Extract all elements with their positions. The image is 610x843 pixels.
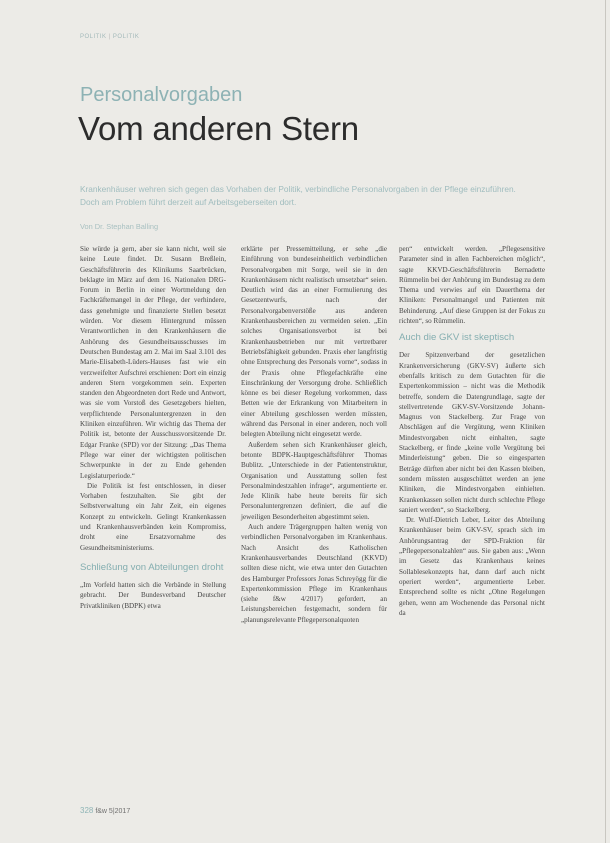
article-byline: Von Dr. Stephan Balling bbox=[80, 222, 159, 231]
rubric-separator: | bbox=[108, 34, 113, 40]
rubric-subsection: POLITIK bbox=[112, 34, 140, 40]
paragraph: Dr. Wulf-Dietrich Leber, Leiter des Abteilung Krankenhäuser beim GKV-SV, sprach sich im Anhörungsantrag der SPD-Fraktion für „Pflegepersonalzahlen“ aus. Sie gaben aus: „Wenn im Gesetz das Krankenhaus keines Sollablesekonzepts hat, dann darf auch nicht operiert werden“, argumentierte Leber. Entsprechend sollte es nicht „Ohne Regelungen gehen, wenn am Wochenende das Personal nicht da bbox=[399, 516, 545, 617]
text-column-2 bbox=[241, 244, 387, 625]
page-footer bbox=[80, 806, 130, 815]
paragraph: Sie würde ja gern, aber sie kann nicht, weil sie keine Leute findet. Dr. Susann Breßlein, Geschäftsführerin des Klinikums Saarbrücken, beklagte im März auf dem 16. Nationalen DRG-Forum in Berlin in einer Wortmeldung den Fachkräftemangel in der Pflege, der verhindere, dass genehmigte und finanzierte Stellen besetzt würden. Vor diesem Hintergrund müssen Verantwortlichen in den Krankenhäusern die Anhörung des Gesundheitsausschusses im Deutschen Bundestag am 2. Mai im Saal 3.101 des Marie-Elisabeth-Lüders-Hauses fast wie ein verzweifelter Aufschrei erschienen: Dort ein einzig anderen Stern vorgekommen sein. Experten standen den Abgeordneten dort Rede und Antwort, was sie vom Vorstoß des Gesetzgebers hielten, verpflichtende Personaluntergrenzen in den Kliniken einzuführen. Wir wichtig das Thema der Politik ist, betonte der Ausschussvorsitzende Dr. Edgar Franke (SPD) vor der Sitzung: „Das Thema Pflege war einer der wichtigsten politischen Schwerpunkte in der zu Ende gehenden Legislaturperiode.“ bbox=[80, 245, 226, 480]
paragraph: Der Spitzenverband der gesetzlichen Krankenversicherung (GKV-SV) äußerte sich ebenfalls kritisch zu dem Gutachten für die Expertenkommission – nicht was die Methodik betreffe, sondern die Datengrundlage, sagte der stellvertretende GKV-SV-Vorsitzende Johann-Magnus von Stackelberg. Zur Frage von Abschlägen auf die Vergütung, wenn Kliniken Mindestvorgaben nicht einhalten, sagte Stackelberg, er finde „keine volle Vergütung bei Minderleistung“ geben. Die so eingesparten Beträge dürften aber nicht bei den Kassen bleiben, sondern müssten ausgeschüttet werden an jene Kliniken, die Mindestvorgaben einhielten. Krankenkassen sollen nicht durch schlechte Pflege saniert werden“, so Stackelberg. bbox=[399, 351, 545, 514]
paragraph: Die Politik ist fest entschlossen, in dieser Vorhaben festzuhalten. Sie gibt der Selbstverwaltung ein Jahr Zeit, ein eigenes Konzept zu entwickeln. Gelingt Krankenkassen und Krankenhausverbänden kein Kompromiss, droht eine Ersatzvornahme des Gesundheitsministeriums. bbox=[80, 481, 226, 552]
paragraph: „Im Vorfeld hatten sich die Verbände in Stellung gebracht. Der Bundesverband Deutscher Privatkliniken (BDPK) etwa bbox=[80, 580, 226, 610]
journal-name: f&w 5|2017 bbox=[95, 808, 131, 815]
paragraph: erklärte per Pressemitteilung, er sehe „die Einführung von bundeseinheitlich verbindlichen Personalvorgaben mit Sorge, weil sie in den Krankenhäusern nicht realistisch umsetzbar“ seien. Deutlich wird das an einer Formulierung des Gesetzentwurfs, nach der Personalvorgabenverstöße aus anderen Krankenhausbereichen zu vermeiden seien. „Ein solches Organisationsverbot ist bei Krankenhausbetrieben nur mit vertretbarer Betriebsfähigkeit gebunden. Praxis eher langfristig ohne Entsprechung des Personals vorne“, sodass in der Praxis ohne Pflegefachkräfte eine Einschränkung der Versorgung drohe. Schließlich könne es bei dieser Regelung vorkommen, dass Betten wie der Erkrankung von Mitarbeitern in einer Abteilung geschlossen werden müssten, während das Personal in einer anderen, noch voll belegten Abteilung nicht eingesetzt werde. bbox=[241, 245, 387, 439]
subheading: Schließung von Abteilungen droht bbox=[80, 561, 224, 573]
article-kicker: Personalvorgaben bbox=[80, 84, 243, 106]
subheading: Auch die GKV ist skeptisch bbox=[399, 332, 515, 344]
page-number: 328 bbox=[80, 806, 94, 815]
paragraph: Auch andere Trägergruppen halten wenig von verbindlichen Personalvorgaben im Krankenhaus. Nach Ansicht des Katholischen Krankenhausverbandes Deutschland (KKVD) sollten diese nicht, wie etwa unter den Gutachten des Hamburger Professors Jonas Schreyögg für die Expertenkommission Pflege im Krankenhaus (siehe f&w 4/2017) gefordert, an Leistungsbereichen festgemacht, sondern für „planungsrelevante Pflegepersonalquoten bbox=[241, 523, 387, 624]
section-rubric bbox=[80, 34, 139, 40]
paragraph: pen“ entwickelt werden. „Pflegesensitive Parameter sind in allen Fachbereichen möglich“, sagte KKVD-Geschäftsführerin Bernadette Rümmelin bei der Anhörung im Bundestag zu dem Thema und verwies auf ein Dauerthema der Kliniken: Personalmangel und Patienten mit Behinderung. „Auf diese Gruppen ist der Fokus zu richten“, so Rümmelin. bbox=[399, 245, 545, 326]
paragraph: Außerdem sehen sich Krankenhäuser gleich, betonte BDPK-Hauptgeschäftsführer Thomas Bublitz. „Unterschiede in der Patientenstruktur, Organisation und Ausstattung sollen fest Personalmindestzahlen infrage“, argumentierte er. Jede Klinik habe heute bereits für sich Personaluntergrenzen definiert, die auf die jeweiligen Besonderheiten abgestimmt seien. bbox=[241, 440, 387, 521]
text-column-1 bbox=[80, 244, 226, 611]
text-column-3 bbox=[399, 244, 545, 618]
article-headline: Vom anderen Stern bbox=[78, 110, 359, 147]
article-teaser: Krankenhäuser wehren sich gegen das Vorhaben der Politik, verbindliche Personalvorgaben in der Pflege einzuführen. Doch am Problem führt derzeit auf Arbeitsgeberseiten dort. bbox=[80, 184, 516, 207]
rubric-section: POLITIK bbox=[80, 34, 107, 40]
